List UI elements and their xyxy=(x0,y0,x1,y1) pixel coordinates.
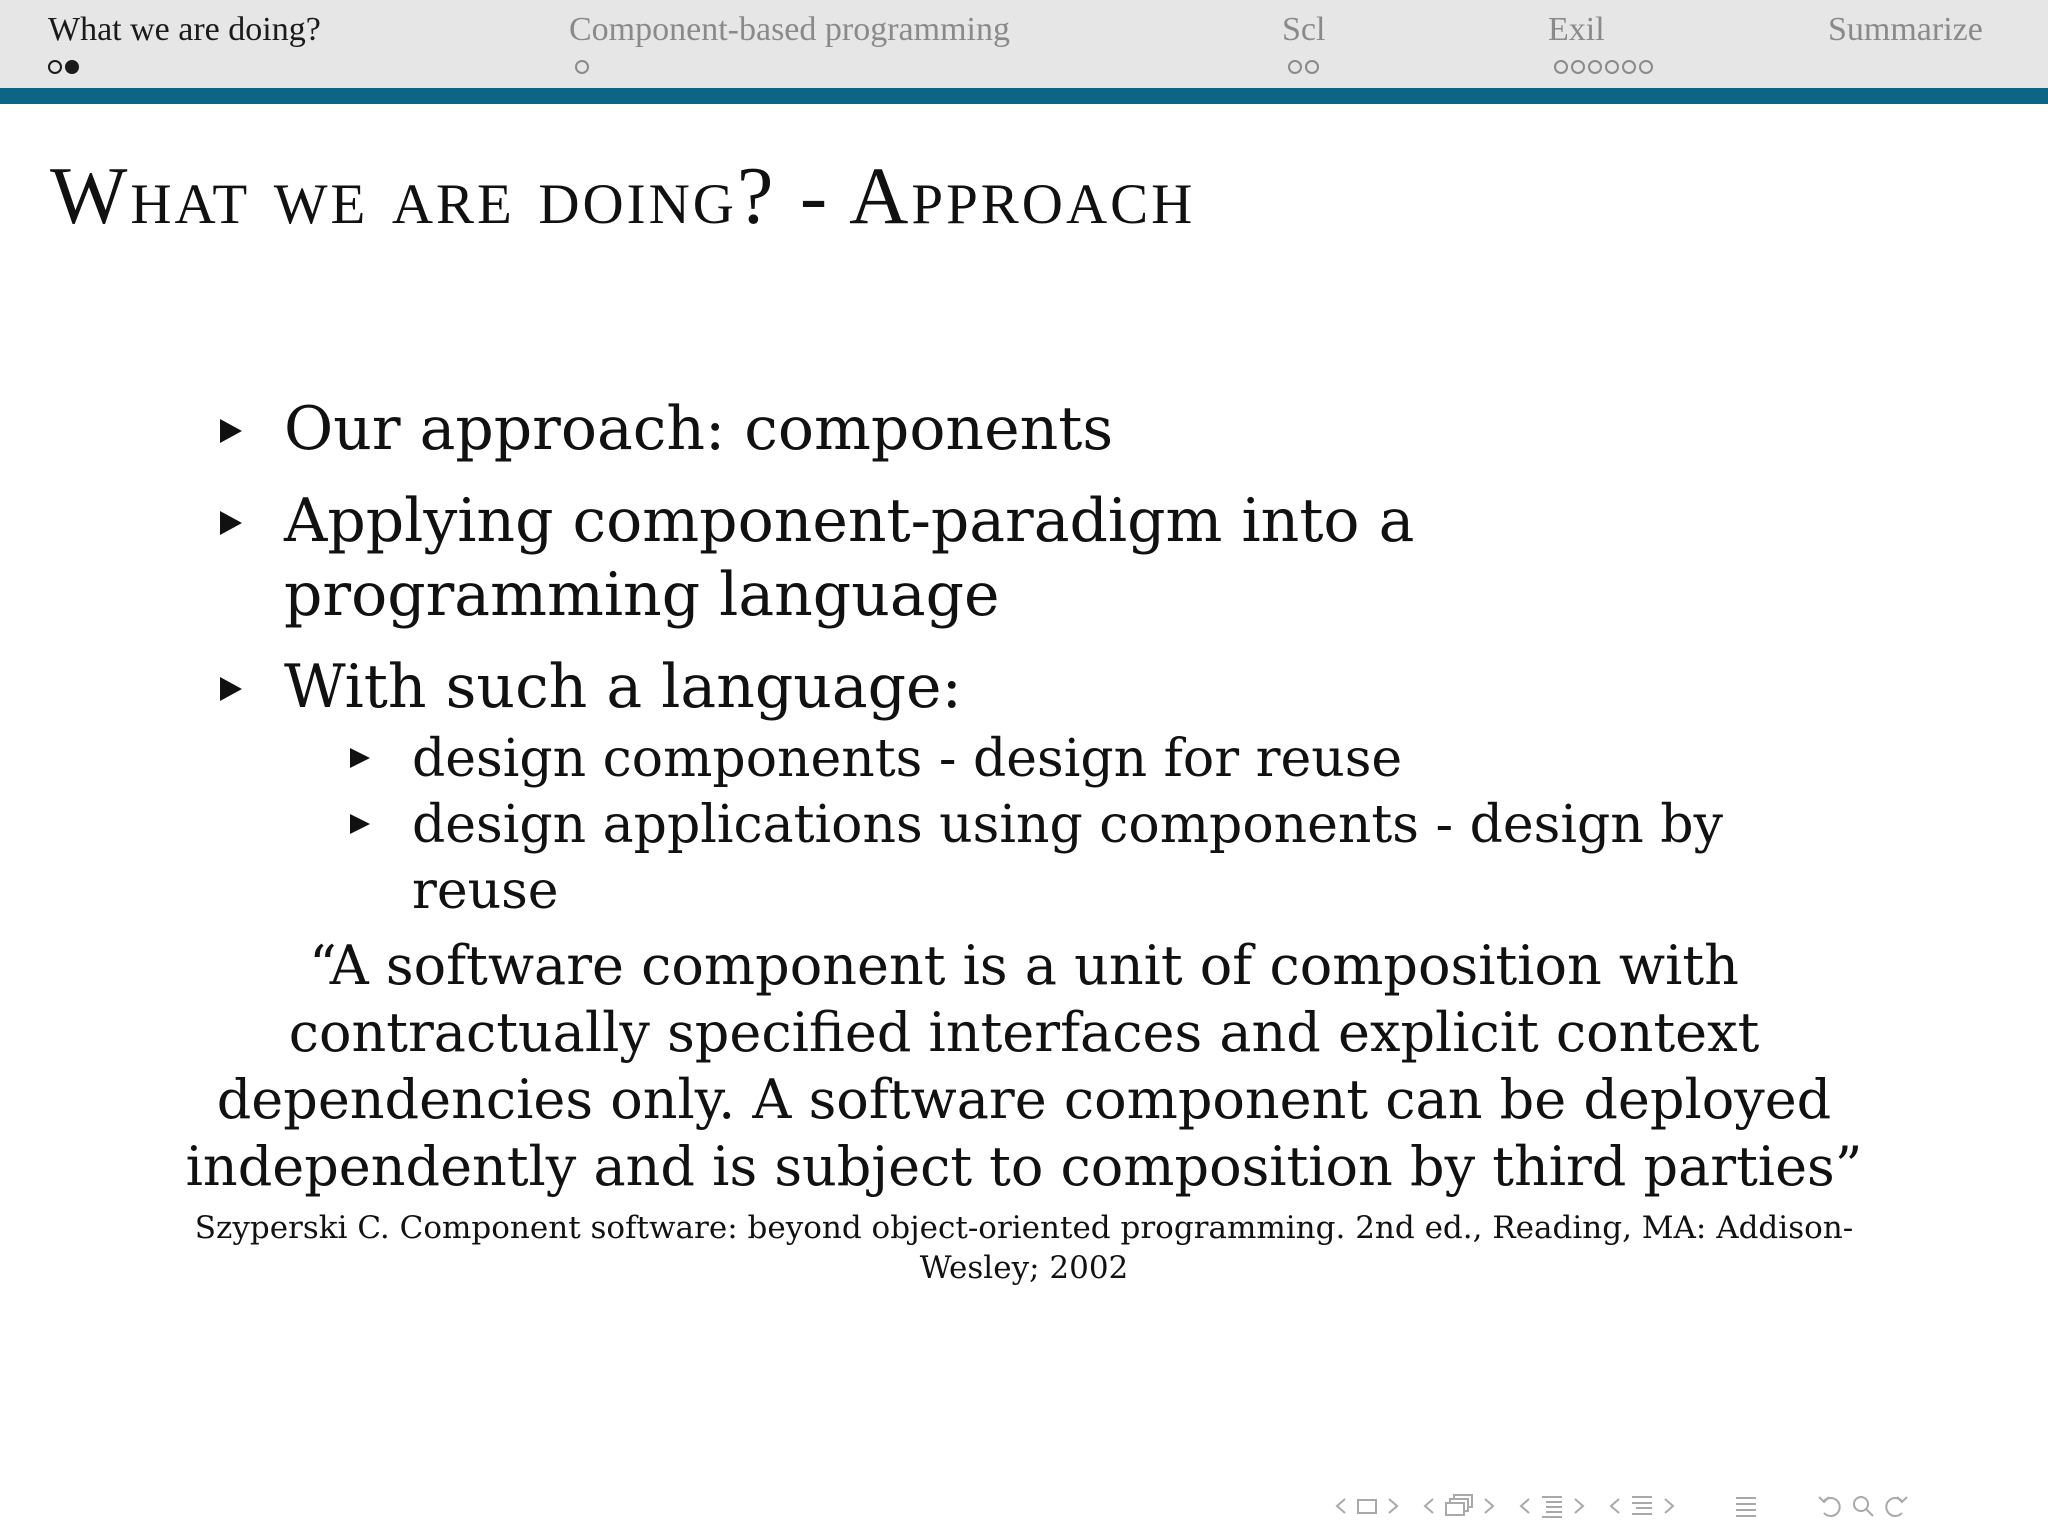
bullet-triangle-icon xyxy=(220,511,242,535)
bullet-item xyxy=(220,392,1840,466)
search-icon[interactable] xyxy=(1850,1492,1876,1520)
nav-section-component-based-programming[interactable] xyxy=(569,8,1010,74)
section-navigation-bar xyxy=(0,0,2048,88)
bullet-text: With such a language: xyxy=(284,652,962,722)
nav-dot[interactable] xyxy=(1288,60,1302,74)
nav-section-label: Scl xyxy=(1282,11,1326,48)
next-section-icon[interactable] xyxy=(1662,1496,1676,1516)
quote-citation: Szyperski C. Component software: beyond object-oriented programming. 2nd ed., Reading, MA: Addison-Wesley; 2002 xyxy=(194,1210,1854,1286)
nav-subsection-dots xyxy=(1288,60,1325,74)
subsection-icon[interactable] xyxy=(1538,1492,1566,1520)
previous-section-icon[interactable] xyxy=(1608,1496,1622,1516)
previous-subsection-icon[interactable] xyxy=(1518,1496,1532,1516)
nav-dot[interactable] xyxy=(1639,60,1653,74)
back-icon[interactable] xyxy=(1816,1492,1846,1520)
appendix-icon[interactable] xyxy=(1732,1492,1760,1520)
header-accent-rule xyxy=(0,88,2048,104)
nav-section-what-we-are-doing[interactable] xyxy=(48,8,321,74)
sub-bullet-triangle-icon xyxy=(350,748,370,768)
nav-section-summarize[interactable] xyxy=(1828,8,1983,52)
nav-section-scl[interactable] xyxy=(1282,8,1325,74)
sub-bullet-text: design components - design for reuse xyxy=(412,729,1403,789)
bullet-text: Our approach: components xyxy=(284,394,1114,464)
bullet-text: Applying component-paradigm into a programming language xyxy=(284,486,1415,630)
nav-dot-current[interactable] xyxy=(65,60,79,74)
nav-dot[interactable] xyxy=(575,60,589,74)
previous-frame-icon[interactable] xyxy=(1422,1496,1436,1516)
nav-dot[interactable] xyxy=(1305,60,1319,74)
slide-icon[interactable] xyxy=(1354,1496,1380,1516)
sub-bullet-item xyxy=(350,726,1840,792)
nav-subsection-dots xyxy=(1554,60,1653,74)
nav-section-label: Exil xyxy=(1548,11,1605,48)
sub-bullet-list xyxy=(284,726,1840,924)
bullet-item xyxy=(220,484,1840,632)
sub-bullet-triangle-icon xyxy=(350,814,370,834)
nav-section-exil[interactable] xyxy=(1548,8,1653,74)
sub-bullet-item xyxy=(350,792,1840,924)
nav-dot[interactable] xyxy=(1588,60,1602,74)
sub-bullet-text: design applications using components - design by reuse xyxy=(412,795,1723,921)
beamer-navigation-symbols xyxy=(1334,1488,1910,1524)
section-icon[interactable] xyxy=(1628,1492,1656,1520)
nav-dot[interactable] xyxy=(1605,60,1619,74)
next-slide-icon[interactable] xyxy=(1386,1496,1400,1516)
bullet-triangle-icon xyxy=(220,419,242,443)
nav-subsection-dots xyxy=(575,60,1010,74)
nav-section-label: Summarize xyxy=(1828,11,1983,48)
next-subsection-icon[interactable] xyxy=(1572,1496,1586,1516)
previous-slide-icon[interactable] xyxy=(1334,1496,1348,1516)
nav-dot[interactable] xyxy=(1622,60,1636,74)
bullet-list xyxy=(220,392,1840,942)
nav-dot[interactable] xyxy=(48,60,62,74)
nav-dot[interactable] xyxy=(1571,60,1585,74)
frame-title: What we are doing? - Approach xyxy=(50,150,1196,241)
frame-icon[interactable] xyxy=(1442,1492,1476,1520)
bullet-item xyxy=(220,650,1840,924)
next-frame-icon[interactable] xyxy=(1482,1496,1496,1516)
nav-subsection-dots xyxy=(48,60,321,74)
definition-quote: “A software component is a unit of composition with contractually specified interfaces and explicit context dependencies only. A software component can be deployed independently and is subject to composition by third parties” xyxy=(185,934,1863,1198)
nav-section-label: What we are doing? xyxy=(48,11,321,48)
nav-section-label: Component-based programming xyxy=(569,11,1010,48)
bullet-triangle-icon xyxy=(220,677,242,701)
forward-icon[interactable] xyxy=(1880,1492,1910,1520)
nav-dot[interactable] xyxy=(1554,60,1568,74)
